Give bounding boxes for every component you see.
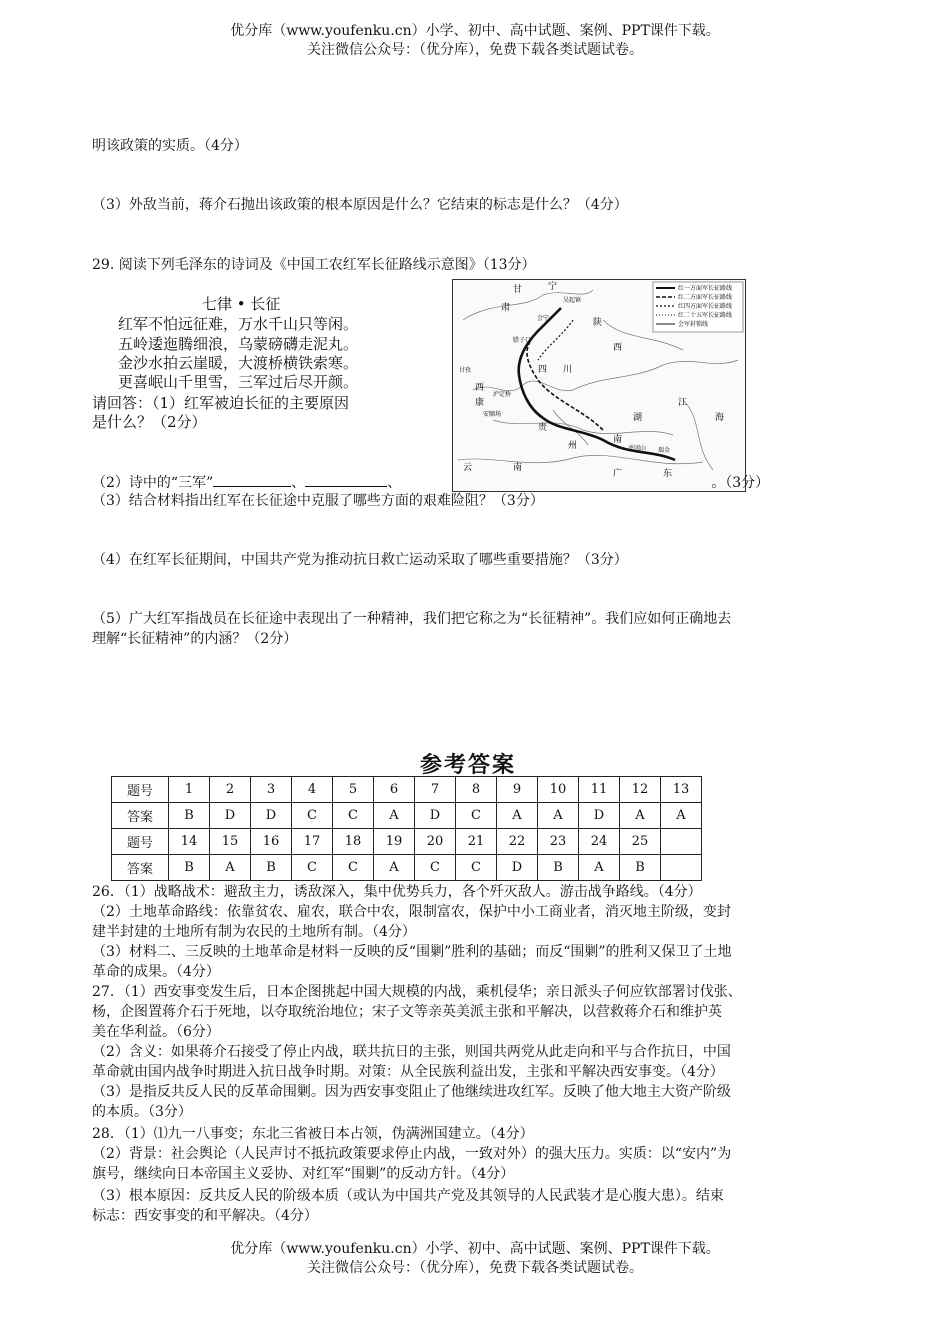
legend-label-1: 红一方面军长征路线 [678,285,733,292]
table-cell: A [497,803,538,829]
map-label: 四 [538,365,548,375]
answer-line: （2）含义：如果蒋介石接受了停止内战，联共抗日的主张，则国共两党从此走向和平与合作抗日，中国 [92,1044,731,1060]
map-label: 陕 [593,318,603,328]
map-label: 东 [663,469,673,479]
map-label: 海 [715,413,725,423]
table-cell: 17 [292,829,333,855]
footer-line-2: 关注微信公众号：（优分库），免费下载各类试题试卷。 [307,1260,643,1276]
answer-key-table [111,776,702,881]
answer-line: 革命的成果。（4分） [92,964,220,980]
map-label: 安顺场 [483,411,502,418]
table-cell: A [538,803,579,829]
map-label: 广 [613,469,623,479]
table-cell: 20 [415,829,456,855]
table-row [112,855,702,881]
table-cell: A [374,855,415,881]
table-cell: B [169,855,210,881]
table-cell: D [579,803,620,829]
answer-line: 28．（1）⑴九一八事变；东北三省被日本占领，伪满洲国建立。（4分） [92,1126,534,1142]
table-cell: B [169,803,210,829]
answer-key-title: 参考答案 [420,752,517,778]
table-cell: D [415,803,456,829]
long-march-route-map [452,279,746,492]
map-label: 康 [475,398,485,408]
q29-part2-sep2: 、 [387,475,402,491]
answer-line: 美在华利益。（6分） [92,1024,220,1040]
q29-ask-line-b: 是什么？（2分） [92,413,207,431]
table-cell: D [497,855,538,881]
table-cell: C [456,855,497,881]
answer-line: （2）背景：社会舆论（人民声讨不抵抗政策要求停止内战，一致对外）的强大压力。实质：以“安内”为 [92,1146,732,1162]
table-cell: 23 [538,829,579,855]
q29-part5-b: 理解“长征精神”的内涵？（2分） [92,631,298,647]
legend-label-2: 红二方面军长征路线 [678,294,733,301]
table-cell: 21 [456,829,497,855]
map-label: 泸定桥 [493,391,512,398]
table-cell: A [579,855,620,881]
table-cell: 8 [456,777,497,803]
table-cell: B [251,855,292,881]
map-label: 川 [563,365,573,375]
answer-blank-3[interactable] [401,473,711,487]
poem-line-3: 金沙水拍云崖暖，大渡桥横铁索寒。 [118,354,359,372]
map-label: 州 [568,441,578,451]
row-label: 答案 [112,855,169,881]
map-label: 甘 [513,285,523,295]
table-cell: 1 [169,777,210,803]
table-cell: 16 [251,829,292,855]
table-cell: 4 [292,777,333,803]
table-cell: 11 [579,777,620,803]
route-second-front-army [527,340,603,430]
table-cell: 3 [251,777,292,803]
map-label: 南 [513,463,523,473]
map-label: 宁 [548,282,558,292]
answer-line: （3）根本原因：反共反人民的阶级本质（或认为中国共产党及其领导的人民武装才是心腹大患）。结束 [92,1188,724,1204]
map-label: 湖 [633,413,643,423]
answer-line: 标志：西安事变的和平解决。（4分） [92,1208,318,1224]
map-label: 江 [678,398,688,408]
map-drawing [453,280,745,491]
header-line-2: 关注微信公众号：（优分库），免费下载各类试题试卷。 [307,42,643,58]
table-cell: C [292,855,333,881]
header-line-1: 优分库（www.youfenku.cn）小学、初中、高中试题、案例、PPT课件下载。 [230,23,720,39]
map-label: 南 [613,435,623,445]
table-cell: A [210,855,251,881]
q29-part2-prefix: （2）诗中的“三军” [92,475,214,491]
answer-blank-2[interactable] [305,472,387,487]
q29-part2 [92,472,769,493]
q28-continuation: 明该政策的实质。（4分） [92,138,248,154]
map-legend [653,282,743,332]
poem-line-2: 五岭逶迤腾细浪，乌蒙磅礴走泥丸。 [118,335,359,353]
answer-line: 26．（1）战略战术：避敌主力，诱敌深入，集中优势兵力，各个歼灭敌人。游击战争路线。（4分） [92,884,702,900]
map-label: 会宁 [537,315,550,322]
table-cell: 13 [661,777,702,803]
map-label: 瑞金 [658,447,671,454]
map-label: 井冈山 [628,445,647,452]
table-cell: 5 [333,777,374,803]
table-cell: 14 [169,829,210,855]
table-cell: B [538,855,579,881]
table-cell: 9 [497,777,538,803]
table-cell: 18 [333,829,374,855]
table-cell: 2 [210,777,251,803]
table-cell: C [415,855,456,881]
table-cell: 12 [620,777,661,803]
table-cell: A [661,803,702,829]
table-cell: 19 [374,829,415,855]
table-cell: B [620,855,661,881]
footer-line-1: 优分库（www.youfenku.cn）小学、初中、高中试题、案例、PPT课件下载。 [230,1241,720,1257]
legend-label-5: 会军封锁线 [678,321,709,328]
table-row [112,829,702,855]
map-label: 吴起镇 [563,297,582,304]
route-first-front-army [519,308,675,460]
map-label: 腊子口 [513,337,532,344]
map-label: 肃 [501,303,511,313]
poem-line-1: 红军不怕远征难，万水千山只等闲。 [118,315,359,333]
table-cell: 6 [374,777,415,803]
q28-part3: （3）外敌当前，蒋介石抛出该政策的根本原因是什么？它结束的标志是什么？（4分） [92,197,628,213]
poem-line-4: 更喜岷山千里雪，三军过后尽开颜。 [118,373,359,391]
table-cell: D [251,803,292,829]
map-label: 西 [613,343,623,353]
row-label: 题号 [112,829,169,855]
table-cell: 15 [210,829,251,855]
map-border [553,410,588,445]
answer-line: 的本质。（3分） [92,1104,192,1120]
map-label: 贵 [538,423,548,433]
poem-title: 七律 • 长征 [202,295,281,313]
q29-part2-suffix: 。（3分） [711,475,770,491]
row-label: 答案 [112,803,169,829]
q29-ask-line-a: 请回答：（1）红军被迫长征的主要原因 [92,394,350,412]
q29-part3: （3）结合材料指出红军在长征途中克服了哪些方面的艰难险阻？（3分） [92,493,544,509]
table-cell [661,829,702,855]
q29-part5-a: （5）广大红军指战员在长征途中表现出了一种精神，我们把它称之为“长征精神”。我们应如何正确地去 [92,611,732,627]
map-river [573,360,738,390]
table-cell: D [210,803,251,829]
table-cell: 25 [620,829,661,855]
answer-line: （3）是指反共反人民的反革命围剿。因为西安事变阻止了他继续进攻红军。反映了他大地主大资产阶级 [92,1084,731,1100]
q29-part4: （4）在红军长征期间，中国共产党为推动抗日救亡运动采取了哪些重要措施？（3分） [92,552,628,568]
table-cell: C [333,803,374,829]
table-cell: 10 [538,777,579,803]
table-row [112,777,702,803]
table-cell: C [456,803,497,829]
map-border [683,400,713,470]
map-label: 甘孜 [459,367,472,374]
legend-label-4: 红二十五军长征路线 [678,312,733,319]
table-cell: 22 [497,829,538,855]
table-cell: 24 [579,829,620,855]
table-cell: A [620,803,661,829]
map-label: 云 [463,463,473,473]
answer-line: 旗号，继续向日本帝国主义妥协、对红军“围剿”的反动方针。（4分） [92,1166,515,1182]
answer-line: 建半封建的土地所有制为农民的土地所有制。（4分） [92,924,416,940]
q29-stem: 29. 阅读下列毛泽东的诗词及《中国工农红军长征路线示意图》（13分） [92,257,536,273]
answer-line: 27．（1）西安事变发生后，日本企图挑起中国大规模的内战，乘机侵华；亲日派头子何应钦部署讨伐张、 [92,984,742,1000]
q29-part2-sep1: 、 [291,475,306,491]
table-cell [661,855,702,881]
table-cell: C [292,803,333,829]
answer-line: 革命就由国内战争时期进入抗日战争时期。对策：从全民族利益出发，主张和平解决西安事变。（4分） [92,1064,724,1080]
table-cell: A [374,803,415,829]
legend-label-3: 红四方面军长征路线 [678,303,733,310]
answer-line: （2）土地革命路线：依靠贫农、雇农，联合中农，限制富农，保护中小工商业者，消灭地主阶级，变封 [92,904,731,920]
map-border [463,290,593,320]
map-label: 西 [475,383,485,393]
table-cell: C [333,855,374,881]
row-label: 题号 [112,777,169,803]
answer-line: （3）材料二、三反映的土地革命是材料一反映的反“围剿”胜利的基础；而反“围剿”的胜利又保卫了土地 [92,944,732,960]
answer-blank-1[interactable] [213,472,291,487]
answer-line: 杨，企图置蒋介石于死地，以夺取统治地位；宋子文等亲英美派主张和平解决，以营救蒋介石和维护英 [92,1004,722,1020]
table-row [112,803,702,829]
table-cell: 7 [415,777,456,803]
